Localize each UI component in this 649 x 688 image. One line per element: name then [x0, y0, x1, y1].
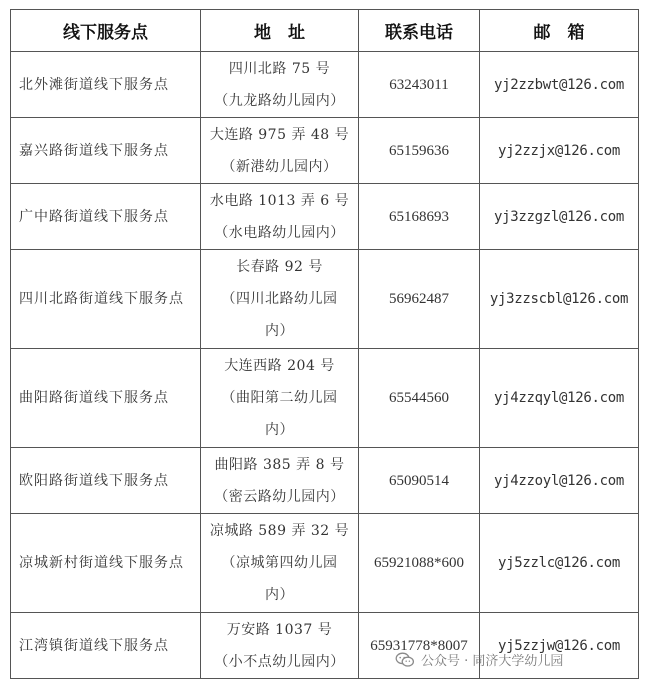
email-address: yj5zzjw@126.com — [480, 613, 639, 679]
table-row — [11, 52, 639, 118]
service-point-name: 广中路街道线下服务点 — [11, 184, 201, 250]
table-row — [11, 184, 639, 250]
address-cell — [201, 118, 359, 184]
email-address: yj2zzjx@126.com — [480, 118, 639, 184]
address-line: 内） — [265, 323, 294, 339]
address-cell — [201, 514, 359, 613]
service-point-name: 凉城新村街道线下服务点 — [11, 514, 201, 613]
service-points-table — [10, 9, 639, 679]
phone-number: 65090514 — [359, 448, 480, 514]
address-cell — [201, 448, 359, 514]
email-address: yj3zzgzl@126.com — [480, 184, 639, 250]
phone-number: 56962487 — [359, 250, 480, 349]
address-line: （小不点幼儿园内） — [214, 653, 345, 670]
address-line: （新港幼儿园内） — [221, 158, 338, 175]
email-address: yj2zzbwt@126.com — [480, 52, 639, 118]
phone-number: 65921088*600 — [359, 514, 480, 613]
service-point-name: 欧阳路街道线下服务点 — [11, 448, 201, 514]
header-service-point: 线下服务点 — [11, 10, 201, 52]
wechat-icon — [395, 652, 415, 668]
address-line: （密云路幼儿园内） — [214, 488, 345, 505]
header-email: 邮 箱 — [480, 10, 639, 52]
address-cell — [201, 184, 359, 250]
address-cell — [201, 613, 359, 679]
address-line: （九龙路幼儿园内） — [214, 92, 345, 109]
watermark-text: 公众号 · 同济大学幼儿园 — [421, 654, 564, 669]
phone-number: 65931778*8007 — [359, 613, 480, 679]
header-phone: 联系电话 — [359, 10, 480, 52]
address-line: （四川北路幼儿园 — [221, 291, 338, 307]
address-line: 大连路 975 弄 48 号 — [209, 126, 350, 143]
service-point-name: 嘉兴路街道线下服务点 — [11, 118, 201, 184]
address-line: （凉城第四幼儿园 — [221, 555, 338, 571]
address-line: 凉城路 589 弄 32 号 — [209, 523, 350, 539]
address-line: 水电路 1013 弄 6 号 — [209, 192, 350, 209]
address-cell — [201, 349, 359, 448]
address-line: 大连西路 204 号 — [224, 358, 335, 374]
table-row — [11, 448, 639, 514]
address-cell — [201, 52, 359, 118]
service-point-name: 曲阳路街道线下服务点 — [11, 349, 201, 448]
address-line: （水电路幼儿园内） — [214, 224, 345, 241]
service-point-name: 江湾镇街道线下服务点 — [11, 613, 201, 679]
table-header-row — [11, 10, 639, 52]
phone-number: 65159636 — [359, 118, 480, 184]
address-line: 四川北路 75 号 — [228, 60, 331, 77]
service-point-name: 四川北路街道线下服务点 — [11, 250, 201, 349]
phone-number: 63243011 — [359, 52, 480, 118]
address-line: 内） — [265, 587, 294, 603]
address-line: 万安路 1037 号 — [226, 621, 333, 638]
email-address: yj4zzoyl@126.com — [480, 448, 639, 514]
phone-number: 65168693 — [359, 184, 480, 250]
table-row — [11, 250, 639, 349]
email-address: yj5zzlc@126.com — [480, 514, 639, 613]
address-line: 长春路 92 号 — [236, 259, 323, 275]
email-address: yj3zzscbl@126.com — [480, 250, 639, 349]
header-address: 地 址 — [201, 10, 359, 52]
watermark — [395, 650, 563, 669]
address-cell — [201, 250, 359, 349]
address-line: 内） — [265, 422, 294, 438]
address-line: 曲阳路 385 弄 8 号 — [214, 456, 345, 473]
service-point-name: 北外滩街道线下服务点 — [11, 52, 201, 118]
address-line: （曲阳第二幼儿园 — [221, 390, 338, 406]
table-row — [11, 118, 639, 184]
table-row — [11, 514, 639, 613]
email-address: yj4zzqyl@126.com — [480, 349, 639, 448]
phone-number: 65544560 — [359, 349, 480, 448]
table-row — [11, 349, 639, 448]
